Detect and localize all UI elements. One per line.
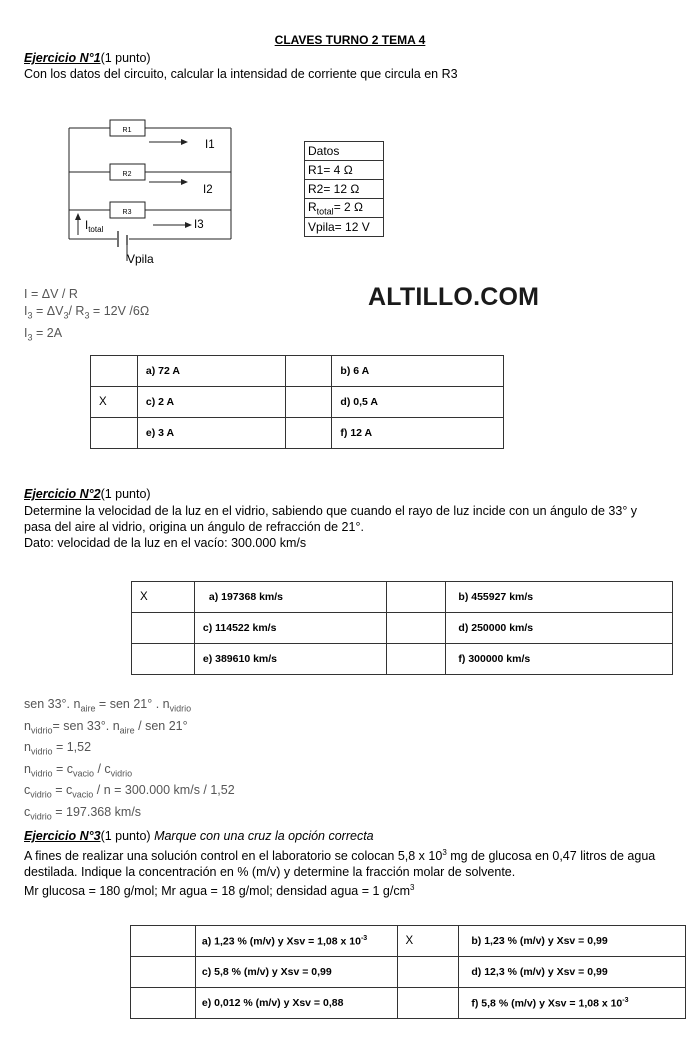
ex2-mark-b[interactable] (386, 582, 446, 613)
ex1-option-e: e) 3 A (137, 418, 285, 449)
ex1-option-d: d) 0,5 A (332, 387, 504, 418)
datos-r2: R2= 12 Ω (305, 180, 384, 199)
ex1-solution (24, 286, 149, 346)
current-i1-label: I1 (205, 139, 215, 151)
ex2-solution-line5: $c_{vidrio} = c_{vacio} / n = 300.000$ km/s / 1,52 (24, 783, 235, 800)
datos-rtotal: $R_{total}= 2$ Ω (305, 199, 384, 218)
table-row (91, 387, 504, 418)
ex2-mark-e[interactable] (132, 644, 195, 675)
current-i3-label: I3 (194, 219, 204, 231)
current-i2-label: I2 (203, 184, 213, 196)
ex2-answer-table (131, 581, 673, 675)
ex1-option-b: b) 6 A (332, 356, 504, 387)
ex1-solution-line3: $I_3 = 2A$ (24, 325, 63, 342)
arrow-i2 (181, 179, 188, 185)
ex1-mark-b[interactable] (285, 356, 332, 387)
ex3-mark-e[interactable] (131, 988, 196, 1019)
ex2-mark-a[interactable]: X (132, 582, 195, 613)
exercise-2-line3: Dato: velocidad de la luz en el vacío: 300.000 km/s (24, 536, 307, 550)
ex1-solution-line2: $I_3 = \Delta V_3/$ $R_3 = 12V$ /6Ω (24, 304, 150, 321)
datos-r1: R1= 4 Ω (305, 161, 384, 180)
ex3-mark-a[interactable] (131, 926, 196, 957)
ex2-solution (24, 696, 235, 825)
ex1-answer-table (90, 355, 504, 449)
exercise-3-line2: destilada. Indique la concentración en % (m/v) y determine la fracción molar de solvente. (24, 865, 516, 880)
ex1-option-a: a) 72 A (137, 356, 285, 387)
exercise-2-header (24, 486, 151, 502)
ex2-mark-f[interactable] (386, 644, 446, 675)
ex3-answer-table (130, 925, 686, 1019)
ex1-option-f: f) 12 A (332, 418, 504, 449)
ex1-mark-a[interactable] (91, 356, 138, 387)
ex3-option-b: b) 1,23 % (m/v) y Xsv = 0,99 (459, 926, 686, 957)
datos-vpila: Vpila= 12 V (305, 218, 384, 237)
ex2-option-c: c) 114522 km/s (194, 613, 386, 644)
arrow-itotal (75, 213, 81, 220)
ex2-option-d: d) 250000 km/s (446, 613, 673, 644)
ex3-option-c: c) 5,8 % (m/v) y Xsv = 0,99 (195, 957, 397, 988)
resistor-r2-label: R2 (122, 171, 132, 178)
datos-header: Datos (305, 142, 384, 161)
battery-label: Vpila (127, 252, 154, 266)
ex2-solution-line2: $n_{vidrio}=$ sen 33°. $n_{aire}$ / sen 21° (24, 718, 188, 735)
table-row (132, 613, 673, 644)
ex2-option-e: e) 389610 km/s (194, 644, 386, 675)
table-row (132, 644, 673, 675)
exercise-3-instruction: Marque con una cruz la opción correcta (150, 829, 374, 843)
ex1-mark-f[interactable] (285, 418, 332, 449)
ex1-mark-d[interactable] (285, 387, 332, 418)
watermark-text: ALTILLO.COM (368, 283, 540, 311)
resistor-r3-label: R3 (122, 209, 132, 216)
ex3-mark-d[interactable] (397, 957, 459, 988)
table-row (131, 926, 686, 957)
ex2-solution-line1: sen 33°. $n_{aire}$ = sen 21° . $n_{vidrio}$ (24, 697, 192, 714)
ex2-option-a: a) 197368 km/s (194, 582, 386, 613)
ex3-mark-b[interactable]: X (397, 926, 459, 957)
ex3-option-d: d) 12,3 % (m/v) y Xsv = 0,99 (459, 957, 686, 988)
exercise-3-header (24, 828, 374, 844)
ex1-solution-line1: I = ΔV / R (24, 287, 78, 301)
ex2-solution-line3: $n_{vidrio} = 1,52$ (24, 740, 92, 757)
exercise-2-statement (24, 503, 637, 551)
ex3-mark-f[interactable] (397, 988, 459, 1019)
arrow-i1 (181, 139, 188, 145)
exercise-3-label: Ejercicio N°3 (24, 829, 101, 843)
table-row (131, 957, 686, 988)
exercise-3-line1: A fines de realizar una solución control en el laboratorio se colocan 5,8 x $10^3$ mg de glucosa en 0,47 litros de agua (24, 848, 656, 864)
exercise-1-label: Ejercicio N°1 (24, 51, 101, 65)
ex2-option-f: f) 300000 km/s (446, 644, 673, 675)
ex1-option-c: c) 2 A (137, 387, 285, 418)
datos-table (304, 141, 384, 237)
arrow-i3 (185, 222, 192, 228)
ex3-option-e: e) 0,012 % (m/v) y Xsv = 0,88 (195, 988, 397, 1019)
table-row (91, 418, 504, 449)
ex3-mark-c[interactable] (131, 957, 196, 988)
ex3-option-f: f) 5,8 % (m/v) y Xsv = 1,08 x $10^{-3}$ (459, 988, 686, 1019)
table-row (132, 582, 673, 613)
exercise-1-points: (1 punto) (100, 51, 151, 65)
exercise-2-line1: Determine la velocidad de la luz en el vidrio, sabiendo que cuando el rayo de luz incide con un ángulo de 33° y (24, 504, 638, 518)
exercise-3-line3: Mr glucosa = 180 g/mol; Mr agua = 18 g/mol; densidad agua = 1 $g/cm^3$ (24, 883, 415, 899)
table-row (91, 356, 504, 387)
exercise-1-header (24, 50, 151, 66)
ex2-mark-c[interactable] (132, 613, 195, 644)
circuit-diagram (60, 115, 260, 270)
resistor-r1-label: R1 (122, 127, 132, 134)
page-title: CLAVES TURNO 2 TEMA 4 (274, 33, 426, 47)
exercise-3-points: (1 punto) (100, 829, 151, 843)
ex2-solution-line4: $n_{vidrio} = c_{vacio} / c_{vidrio}$ (24, 761, 133, 778)
ex2-solution-line6: $c_{vidrio} = 197.368$ km/s (24, 804, 142, 821)
ex2-mark-d[interactable] (386, 613, 446, 644)
ex3-option-a: a) 1,23 % (m/v) y Xsv = 1,08 x $10^{-3}$ (195, 926, 397, 957)
exercise-3-statement (24, 845, 655, 899)
ex1-mark-c[interactable]: X (91, 387, 138, 418)
ex1-mark-e[interactable] (91, 418, 138, 449)
ex2-option-b: b) 455927 km/s (446, 582, 673, 613)
exercise-1-statement: Con los datos del circuito, calcular la intensidad de corriente que circula en R3 (24, 67, 458, 81)
exercise-2-line2: pasa del aire al vidrio, origina un ángulo de refracción de 21°. (24, 520, 364, 534)
table-row (131, 988, 686, 1019)
exercise-2-points: (1 punto) (100, 487, 151, 501)
exercise-2-label: Ejercicio N°2 (24, 487, 101, 501)
current-itotal-label: $I_{total}$ (85, 220, 104, 234)
